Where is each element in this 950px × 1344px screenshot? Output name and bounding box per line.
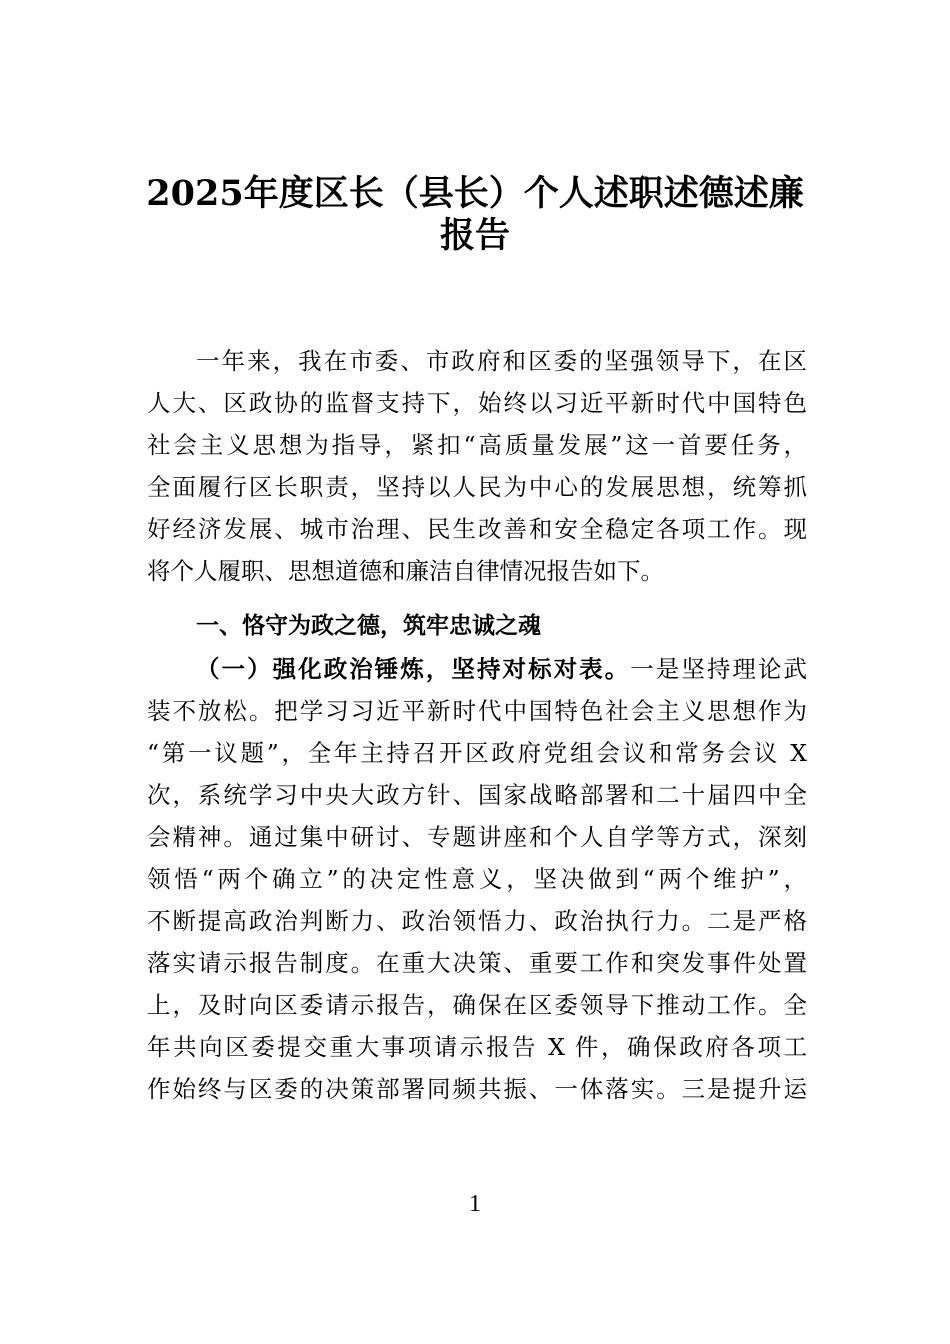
section-heading: 一、恪守为政之德，筑牢忠诚之魂 <box>196 613 541 639</box>
intro-paragraph-line: 全面履行区长职责，坚持以人民为中心的发展思想，统筹抓 <box>147 473 807 501</box>
intro-paragraph-line: 人大、区政协的监督支持下，始终以习近平新时代中国特色 <box>147 389 807 417</box>
page-number: 1 <box>469 1191 481 1217</box>
subsection-lead-text: 一是坚持理论武 <box>630 655 808 683</box>
body-paragraph-line: 会精神。通过集中研讨、专题讲座和个人自学等方式，深刻 <box>147 823 807 851</box>
body-paragraph-line: 不断提高政治判断力、政治领悟力、政治执行力。二是严格 <box>147 907 807 935</box>
document-title-line-1: 2025年度区长（县长）个人述职述德述廉 <box>146 173 804 214</box>
intro-paragraph-line: 一年来，我在市委、市政府和区委的坚强领导下，在区 <box>196 347 807 375</box>
body-paragraph-line: 次，系统学习中央大政方针、国家战略部署和二十届四中全 <box>147 781 807 809</box>
body-paragraph-line: “第一议题”，全年主持召开区政府党组会议和常务会议 X <box>147 739 807 767</box>
intro-paragraph-line: 社会主义思想为指导，紧扣“高质量发展”这一首要任务， <box>147 431 807 459</box>
body-paragraph-line: 作始终与区委的决策部署同频共振、一体落实。三是提升运 <box>147 1075 807 1103</box>
document-title-line-2: 报告 <box>439 215 510 256</box>
body-paragraph-line: 上，及时向区委请示报告，确保在区委领导下推动工作。全 <box>147 991 807 1019</box>
body-paragraph-line: 年共向区委提交重大事项请示报告 X 件，确保政府各项工 <box>147 1033 807 1061</box>
subsection-heading: （一）强化政治锤炼，坚持对标对表。 <box>196 655 631 683</box>
intro-paragraph-line: 将个人履职、思想道德和廉洁自律情况报告如下。 <box>147 557 664 585</box>
body-paragraph-line: 装不放松。把学习习近平新时代中国特色社会主义思想作为 <box>147 697 807 725</box>
subsection-lead-line <box>196 649 807 689</box>
body-paragraph-line: 领悟“两个确立”的决定性意义，坚决做到“两个维护”， <box>147 865 807 893</box>
intro-paragraph-line: 好经济发展、城市治理、民生改善和安全稳定各项工作。现 <box>147 515 807 543</box>
body-paragraph-line: 落实请示报告制度。在重大决策、重要工作和突发事件处置 <box>147 949 807 977</box>
